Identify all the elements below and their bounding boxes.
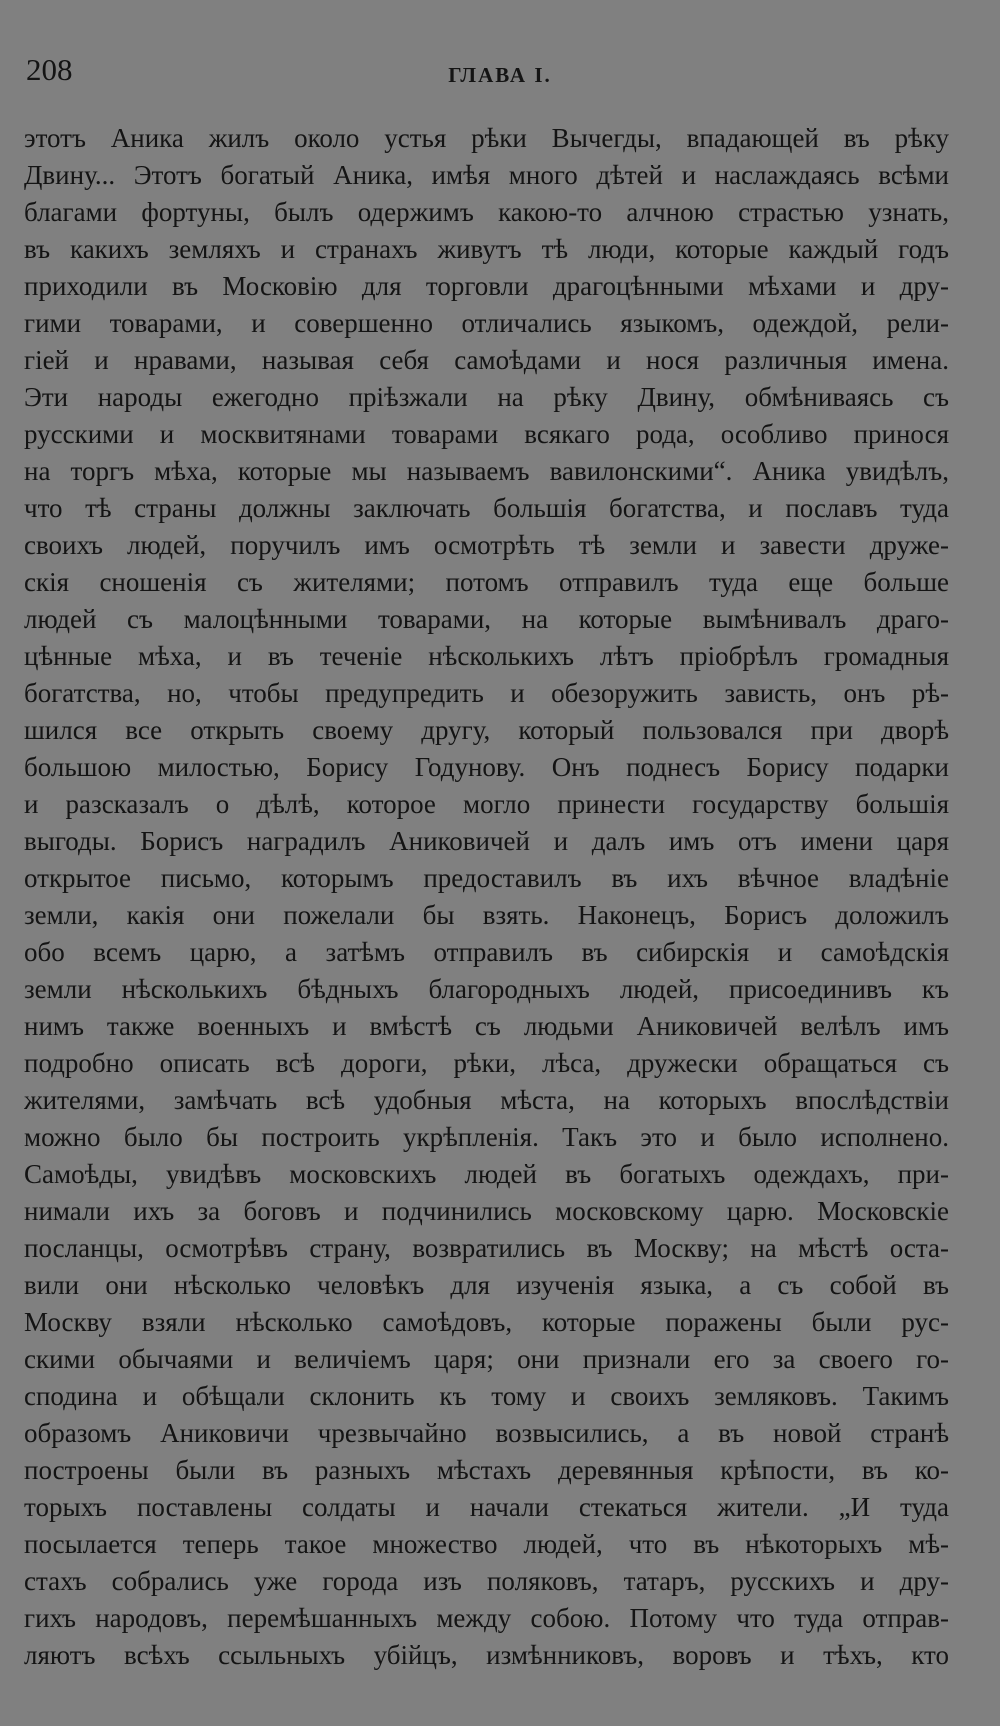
text-line: жителями, замѣчать всѣ удобныя мѣста, на которыхъ впослѣдствіи (24, 1085, 949, 1115)
page-number: 208 (26, 52, 73, 87)
text-line: можно было бы построить укрѣпленія. Такъ это и было исполнено. (24, 1122, 949, 1152)
text-line: посылается теперь такое множество людей, что въ нѣкоторыхъ мѣ- (24, 1529, 949, 1559)
text-line: посланцы, осмотрѣвъ страну, возвратились въ Москву; на мѣстѣ оста- (24, 1233, 949, 1263)
text-line: этотъ Аника жилъ около устья рѣки Вычегды, впадающей въ рѣку (24, 123, 949, 153)
text-line: построены были въ разныхъ мѣстахъ деревянныя крѣпости, въ ко- (24, 1455, 949, 1485)
text-line: образомъ Аниковичи чрезвычайно возвысились, а въ новой странѣ (24, 1418, 949, 1448)
text-line: скими обычаями и величіемъ царя; они признали его за своего го- (24, 1344, 949, 1374)
text-line: торыхъ поставлены солдаты и начали стекаться жители. „И туда (24, 1492, 949, 1522)
text-line: благами фортуны, былъ одержимъ какою-то алчною страстью узнать, (24, 197, 949, 227)
text-line: скія сношенія съ жителями; потомъ отправилъ туда еще больше (24, 567, 949, 597)
text-line: открытое письмо, которымъ предоставилъ въ ихъ вѣчное владѣніе (24, 863, 949, 893)
text-line: выгоды. Борисъ наградилъ Аниковичей и далъ имъ отъ имени царя (24, 826, 949, 856)
text-line: нимъ также военныхъ и вмѣстѣ съ людьми Аниковичей велѣлъ имъ (24, 1011, 949, 1041)
text-line: подробно описать всѣ дороги, рѣки, лѣса, дружески обращаться съ (24, 1048, 949, 1078)
text-line: гіей и нравами, называя себя самоѣдами и нося различныя имена. (24, 345, 949, 375)
text-line: своихъ людей, поручилъ имъ осмотрѣть тѣ земли и завести друже- (24, 530, 949, 560)
text-line: гими товарами, и совершенно отличались языкомъ, одеждой, рели- (24, 308, 949, 338)
text-line: вили они нѣсколько человѣкъ для изученія языка, а съ собой въ (24, 1270, 949, 1300)
text-line: Самоѣды, увидѣвъ московскихъ людей въ богатыхъ одеждахъ, при- (24, 1159, 949, 1189)
text-line: приходили въ Московію для торговли драгоцѣнными мѣхами и дру- (24, 271, 949, 301)
text-line: Эти народы ежегодно пріѣзжали на рѣку Двину, обмѣниваясь съ (24, 382, 949, 412)
text-line: русскими и москвитянами товарами всякаго рода, особливо принося (24, 419, 949, 449)
text-line: на торгъ мѣха, которые мы называемъ вавилонскими“. Аника увидѣлъ, (24, 456, 949, 486)
text-line: ляютъ всѣхъ ссыльныхъ убійцъ, измѣнниковъ, воровъ и тѣхъ, кто (24, 1640, 949, 1670)
text-line: земли нѣсколькихъ бѣдныхъ благородныхъ людей, присоединивъ къ (24, 974, 949, 1004)
text-line: большою милостью, Борису Годунову. Онъ поднесъ Борису подарки (24, 752, 949, 782)
text-line: шился все открыть своему другу, который пользовался при дворѣ (24, 715, 949, 745)
body-text (24, 120, 949, 1674)
text-line: цѣнные мѣха, и въ теченіе нѣсколькихъ лѣтъ пріобрѣлъ громадныя (24, 641, 949, 671)
text-line: богатства, но, чтобы предупредить и обезоружить зависть, онъ рѣ- (24, 678, 949, 708)
text-line: людей съ малоцѣнными товарами, на которые вымѣнивалъ драго- (24, 604, 949, 634)
chapter-heading: ГЛАВА I. (448, 63, 552, 87)
text-line: нимали ихъ за боговъ и подчинились московскому царю. Московскіе (24, 1196, 949, 1226)
text-line: Москву взяли нѣсколько самоѣдовъ, которые поражены были рус- (24, 1307, 949, 1337)
text-line: земли, какія они пожелали бы взять. Наконецъ, Борисъ доложилъ (24, 900, 949, 930)
text-line: Двину... Этотъ богатый Аника, имѣя много дѣтей и наслаждаясь всѣми (24, 160, 949, 190)
text-line: и разсказалъ о дѣлѣ, которое могло принести государству большія (24, 789, 949, 819)
text-line: что тѣ страны должны заключать большія богатства, и пославъ туда (24, 493, 949, 523)
text-line: въ какихъ земляхъ и странахъ живутъ тѣ люди, которые каждый годъ (24, 234, 949, 264)
text-line: сподина и обѣщали склонить къ тому и своихъ земляковъ. Такимъ (24, 1381, 949, 1411)
text-line: стахъ собрались уже города изъ поляковъ, татаръ, русскихъ и дру- (24, 1566, 949, 1596)
text-line: обо всемъ царю, а затѣмъ отправилъ въ сибирскія и самоѣдскія (24, 937, 949, 967)
text-line: гихъ народовъ, перемѣшанныхъ между собою. Потому что туда отправ- (24, 1603, 949, 1633)
